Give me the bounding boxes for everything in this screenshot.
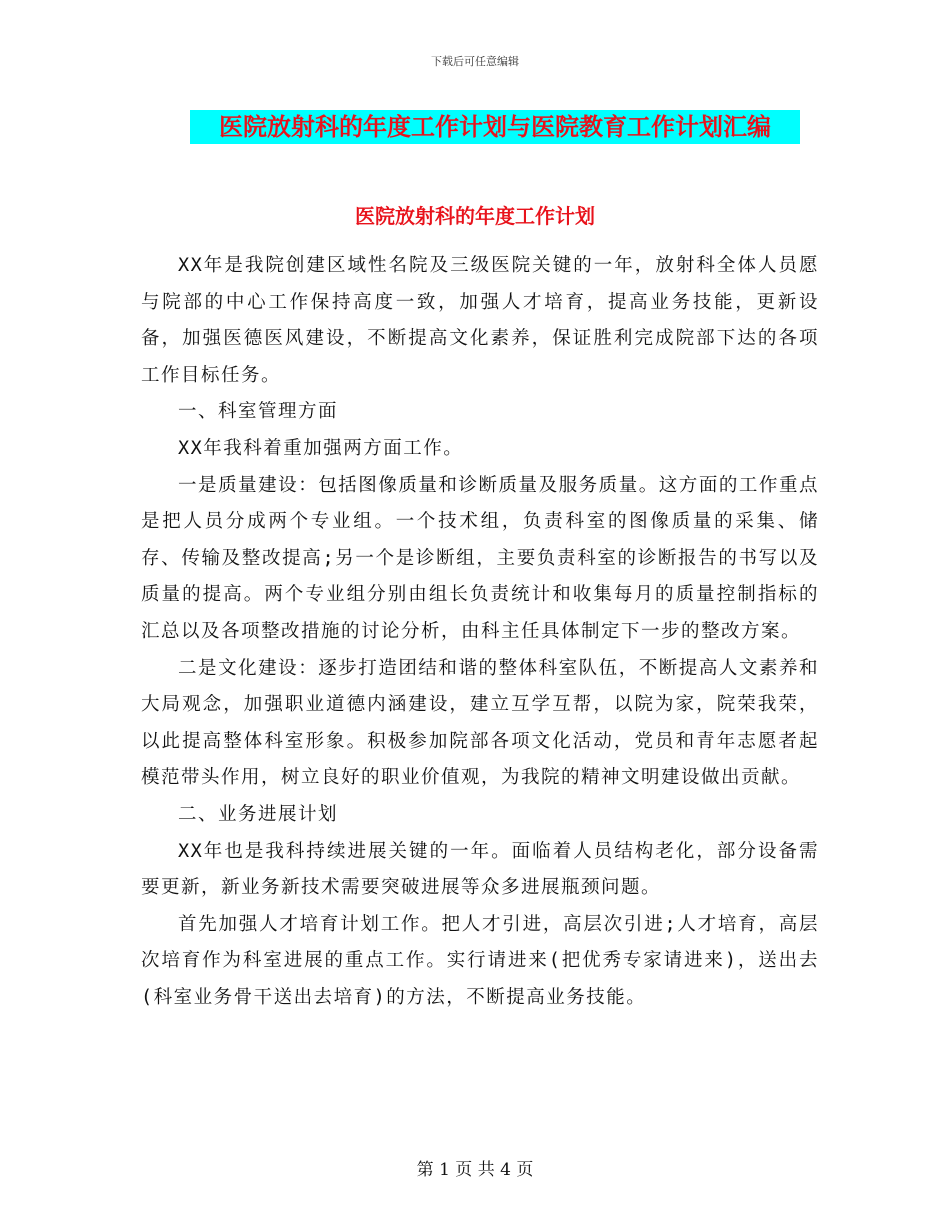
page-footer: 第 1 页 共 4 页 xyxy=(416,1160,534,1180)
heading-department-management: 一、科室管理方面 xyxy=(178,401,339,423)
document-body xyxy=(141,248,819,1016)
document-title: 医院放射科的年度工作计划与医院教育工作计划汇编 xyxy=(190,110,800,144)
paragraph-key-year: XX年也是我科持续进展关键的一年。面临着人员结构老化，部分设备需要更新，新业务新技术需要突破进展等众多进展瓶颈问题。 xyxy=(141,840,819,899)
paragraph-culture-construction: 二是文化建设：逐步打造团结和谐的整体科室队伍，不断提高人文素养和大局观念，加强职业道德内涵建设，建立互学互帮，以院为家，院荣我荣，以此提高整体科室形象。积极参加院部各项文化活动，党员和青年志愿者起模范带头作用，树立良好的职业价值观，为我院的精神文明建设做出贡献。 xyxy=(141,657,819,789)
paragraph-talent-training: 首先加强人才培育计划工作。把人才引进，高层次引进;人才培育，高层次培育作为科室进展的重点工作。实行请进来(把优秀专家请进来)，送出去(科室业务骨干送出去培育)的方法，不断提高业务技能。 xyxy=(141,913,819,1008)
heading-business-plan: 二、业务进展计划 xyxy=(178,803,339,825)
paragraph-two-aspects: XX年我科着重加强两方面工作。 xyxy=(178,437,464,459)
paragraph-intro: XX年是我院创建区域性名院及三级医院关键的一年，放射科全体人员愿与院部的中心工作保持高度一致，加强人才培育，提高业务技能，更新设备，加强医德医风建设，不断提高文化素养，保证胜利完成院部下达的各项工作目标任务。 xyxy=(141,255,819,386)
section-title: 医院放射科的年度工作计划 xyxy=(355,204,595,228)
paragraph-quality-construction: 一是质量建设：包括图像质量和诊断质量及服务质量。这方面的工作重点是把人员分成两个专业组。一个技术组，负责科室的图像质量的采集、储存、传输及整改提高;另一个是诊断组，主要负责科室的诊断报告的书写以及质量的提高。两个专业组分别由组长负责统计和收集每月的质量控制指标的汇总以及各项整改措施的讨论分析，由科主任具体制定下一步的整改方案。 xyxy=(141,474,819,642)
header-note: 下载后可任意编辑 xyxy=(431,55,519,68)
